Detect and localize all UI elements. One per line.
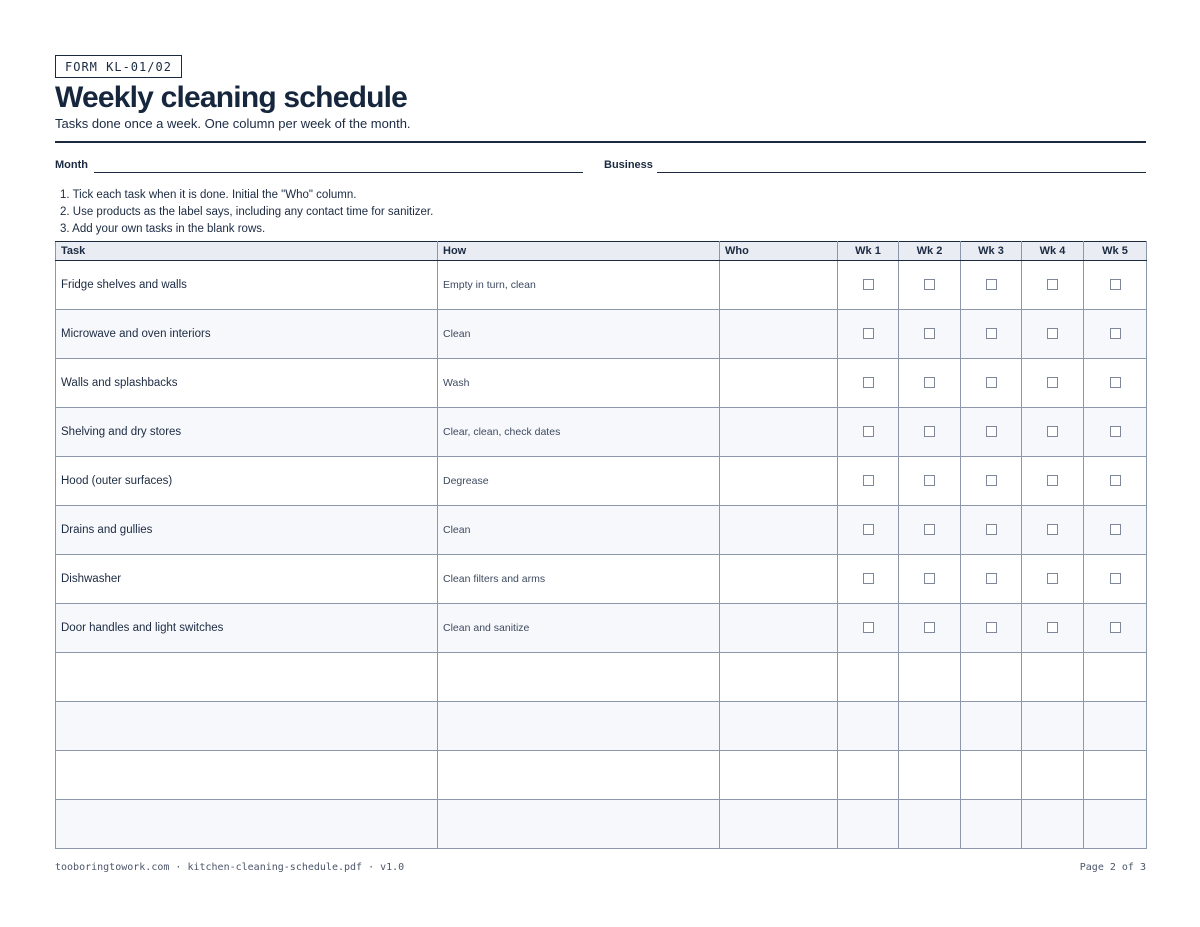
checkbox[interactable] bbox=[1047, 524, 1058, 535]
checkbox[interactable] bbox=[1110, 524, 1121, 535]
week-cell bbox=[961, 457, 1022, 506]
checkbox[interactable] bbox=[863, 426, 874, 437]
blank-cell[interactable] bbox=[1084, 702, 1147, 751]
task-cell: Shelving and dry stores bbox=[56, 408, 438, 457]
form-page bbox=[55, 55, 1146, 634]
blank-cell[interactable] bbox=[899, 653, 961, 702]
blank-cell[interactable] bbox=[56, 653, 438, 702]
week-cell bbox=[838, 359, 899, 408]
checkbox[interactable] bbox=[1047, 426, 1058, 437]
week-cell bbox=[1084, 604, 1147, 653]
business-label: Business bbox=[604, 159, 653, 171]
blank-cell[interactable] bbox=[1022, 653, 1084, 702]
table-row bbox=[56, 604, 1147, 653]
blank-cell[interactable] bbox=[961, 800, 1022, 849]
week-cell bbox=[899, 506, 961, 555]
checkbox[interactable] bbox=[1110, 475, 1121, 486]
blank-cell[interactable] bbox=[720, 702, 838, 751]
checkbox[interactable] bbox=[924, 279, 935, 290]
blank-cell[interactable] bbox=[899, 751, 961, 800]
checkbox[interactable] bbox=[986, 426, 997, 437]
week-cell bbox=[1022, 604, 1084, 653]
week-cell bbox=[899, 310, 961, 359]
who-cell[interactable] bbox=[720, 604, 838, 653]
table-row bbox=[56, 408, 1147, 457]
checkbox[interactable] bbox=[1047, 622, 1058, 633]
blank-cell[interactable] bbox=[961, 751, 1022, 800]
form-fields bbox=[55, 157, 1146, 187]
week-cell bbox=[1022, 359, 1084, 408]
checkbox[interactable] bbox=[924, 426, 935, 437]
instruction-item: 2. Use products as the label says, including any contact time for sanitizer. bbox=[60, 206, 434, 218]
checkbox[interactable] bbox=[986, 475, 997, 486]
instructions-list bbox=[55, 187, 1146, 238]
table-row bbox=[56, 506, 1147, 555]
blank-cell[interactable] bbox=[838, 800, 899, 849]
checkbox[interactable] bbox=[986, 328, 997, 339]
how-cell: Degrease bbox=[438, 457, 720, 506]
blank-cell[interactable] bbox=[1084, 800, 1147, 849]
week-cell bbox=[1084, 310, 1147, 359]
week-cell bbox=[899, 359, 961, 408]
who-cell[interactable] bbox=[720, 408, 838, 457]
blank-cell[interactable] bbox=[1084, 751, 1147, 800]
week-cell bbox=[961, 261, 1022, 310]
blank-row bbox=[56, 751, 1147, 800]
blank-cell[interactable] bbox=[838, 653, 899, 702]
checkbox[interactable] bbox=[1110, 573, 1121, 584]
column-header-wk4: Wk 4 bbox=[1022, 242, 1084, 261]
instruction-item: 3. Add your own tasks in the blank rows. bbox=[60, 223, 266, 235]
checkbox[interactable] bbox=[1110, 328, 1121, 339]
week-cell bbox=[961, 604, 1022, 653]
month-field[interactable] bbox=[94, 172, 583, 173]
checkbox[interactable] bbox=[863, 279, 874, 290]
blank-cell[interactable] bbox=[56, 800, 438, 849]
week-cell bbox=[1084, 555, 1147, 604]
task-cell: Fridge shelves and walls bbox=[56, 261, 438, 310]
checkbox[interactable] bbox=[863, 622, 874, 633]
table-row bbox=[56, 555, 1147, 604]
week-cell bbox=[899, 604, 961, 653]
week-cell bbox=[961, 310, 1022, 359]
page-footer bbox=[55, 862, 1146, 876]
how-cell: Clean and sanitize bbox=[438, 604, 720, 653]
who-cell[interactable] bbox=[720, 359, 838, 408]
blank-cell[interactable] bbox=[438, 702, 720, 751]
week-cell bbox=[838, 604, 899, 653]
column-header-wk5: Wk 5 bbox=[1084, 242, 1147, 261]
checkbox[interactable] bbox=[924, 328, 935, 339]
how-cell: Empty in turn, clean bbox=[438, 261, 720, 310]
checkbox[interactable] bbox=[986, 377, 997, 388]
blank-cell[interactable] bbox=[720, 751, 838, 800]
month-label: Month bbox=[55, 159, 88, 171]
week-cell bbox=[961, 408, 1022, 457]
week-cell bbox=[1084, 261, 1147, 310]
week-cell bbox=[1084, 359, 1147, 408]
week-cell bbox=[1022, 457, 1084, 506]
checkbox[interactable] bbox=[1110, 377, 1121, 388]
column-header-who: Who bbox=[720, 242, 838, 261]
week-cell bbox=[1022, 506, 1084, 555]
who-cell[interactable] bbox=[720, 261, 838, 310]
column-header-task: Task bbox=[56, 242, 438, 261]
column-header-wk1: Wk 1 bbox=[838, 242, 899, 261]
week-cell bbox=[1022, 261, 1084, 310]
checkbox[interactable] bbox=[924, 622, 935, 633]
table-row bbox=[56, 310, 1147, 359]
week-cell bbox=[961, 555, 1022, 604]
blank-cell[interactable] bbox=[56, 751, 438, 800]
checkbox[interactable] bbox=[1110, 622, 1121, 633]
checkbox[interactable] bbox=[1047, 328, 1058, 339]
week-cell bbox=[899, 408, 961, 457]
schedule-table-body bbox=[56, 261, 1147, 849]
page-subtitle: Tasks done once a week. One column per week of the month. bbox=[55, 116, 411, 131]
who-cell[interactable] bbox=[720, 506, 838, 555]
checkbox[interactable] bbox=[1047, 475, 1058, 486]
blank-cell[interactable] bbox=[56, 702, 438, 751]
who-cell[interactable] bbox=[720, 310, 838, 359]
task-cell: Microwave and oven interiors bbox=[56, 310, 438, 359]
checkbox[interactable] bbox=[986, 524, 997, 535]
checkbox[interactable] bbox=[986, 573, 997, 584]
checkbox[interactable] bbox=[986, 622, 997, 633]
checkbox[interactable] bbox=[1047, 279, 1058, 290]
table-header-row bbox=[56, 242, 1147, 261]
week-cell bbox=[838, 310, 899, 359]
header-divider bbox=[55, 141, 1146, 143]
checkbox[interactable] bbox=[1047, 573, 1058, 584]
blank-cell[interactable] bbox=[1022, 702, 1084, 751]
week-cell bbox=[1022, 310, 1084, 359]
week-cell bbox=[1022, 555, 1084, 604]
week-cell bbox=[838, 555, 899, 604]
task-cell: Drains and gullies bbox=[56, 506, 438, 555]
week-cell bbox=[1084, 506, 1147, 555]
week-cell bbox=[961, 359, 1022, 408]
blank-cell[interactable] bbox=[961, 702, 1022, 751]
table-row bbox=[56, 359, 1147, 408]
blank-cell[interactable] bbox=[438, 653, 720, 702]
week-cell bbox=[899, 261, 961, 310]
column-header-wk3: Wk 3 bbox=[961, 242, 1022, 261]
checkbox[interactable] bbox=[924, 475, 935, 486]
blank-cell[interactable] bbox=[1084, 653, 1147, 702]
how-cell: Clean bbox=[438, 310, 720, 359]
column-header-how: How bbox=[438, 242, 720, 261]
checkbox[interactable] bbox=[924, 573, 935, 584]
blank-cell[interactable] bbox=[720, 800, 838, 849]
blank-cell[interactable] bbox=[961, 653, 1022, 702]
blank-cell[interactable] bbox=[1022, 800, 1084, 849]
checkbox[interactable] bbox=[1110, 279, 1121, 290]
checkbox[interactable] bbox=[1110, 426, 1121, 437]
checkbox[interactable] bbox=[924, 377, 935, 388]
who-cell[interactable] bbox=[720, 555, 838, 604]
checkbox[interactable] bbox=[863, 475, 874, 486]
week-cell bbox=[838, 261, 899, 310]
checkbox[interactable] bbox=[863, 524, 874, 535]
task-cell: Walls and splashbacks bbox=[56, 359, 438, 408]
checkbox[interactable] bbox=[986, 279, 997, 290]
blank-cell[interactable] bbox=[838, 702, 899, 751]
blank-cell[interactable] bbox=[720, 653, 838, 702]
instruction-item: 1. Tick each task when it is done. Initial the "Who" column. bbox=[60, 189, 357, 201]
footer-source: tooboringtowork.com · kitchen-cleaning-schedule.pdf · v1.0 bbox=[55, 862, 405, 873]
column-header-wk2: Wk 2 bbox=[899, 242, 961, 261]
page-number: Page 2 of 3 bbox=[1079, 862, 1146, 873]
week-cell bbox=[1084, 457, 1147, 506]
form-code-badge: FORM KL-01/02 bbox=[55, 55, 182, 78]
business-field[interactable] bbox=[657, 172, 1146, 173]
how-cell: Wash bbox=[438, 359, 720, 408]
how-cell: Clear, clean, check dates bbox=[438, 408, 720, 457]
week-cell bbox=[961, 506, 1022, 555]
blank-cell[interactable] bbox=[438, 751, 720, 800]
blank-row bbox=[56, 653, 1147, 702]
blank-row bbox=[56, 702, 1147, 751]
blank-cell[interactable] bbox=[438, 800, 720, 849]
week-cell bbox=[1084, 408, 1147, 457]
schedule-table bbox=[55, 241, 1147, 849]
how-cell: Clean filters and arms bbox=[438, 555, 720, 604]
week-cell bbox=[1022, 408, 1084, 457]
blank-cell[interactable] bbox=[899, 702, 961, 751]
checkbox[interactable] bbox=[924, 524, 935, 535]
task-cell: Door handles and light switches bbox=[56, 604, 438, 653]
page-title: Weekly cleaning schedule bbox=[55, 81, 408, 114]
week-cell bbox=[838, 457, 899, 506]
how-cell: Clean bbox=[438, 506, 720, 555]
week-cell bbox=[838, 506, 899, 555]
blank-cell[interactable] bbox=[1022, 751, 1084, 800]
week-cell bbox=[899, 457, 961, 506]
week-cell bbox=[899, 555, 961, 604]
checkbox[interactable] bbox=[1047, 377, 1058, 388]
who-cell[interactable] bbox=[720, 457, 838, 506]
checkbox[interactable] bbox=[863, 573, 874, 584]
task-cell: Hood (outer surfaces) bbox=[56, 457, 438, 506]
table-row bbox=[56, 261, 1147, 310]
checkbox[interactable] bbox=[863, 328, 874, 339]
blank-row bbox=[56, 800, 1147, 849]
blank-cell[interactable] bbox=[899, 800, 961, 849]
task-cell: Dishwasher bbox=[56, 555, 438, 604]
table-row bbox=[56, 457, 1147, 506]
checkbox[interactable] bbox=[863, 377, 874, 388]
blank-cell[interactable] bbox=[838, 751, 899, 800]
week-cell bbox=[838, 408, 899, 457]
